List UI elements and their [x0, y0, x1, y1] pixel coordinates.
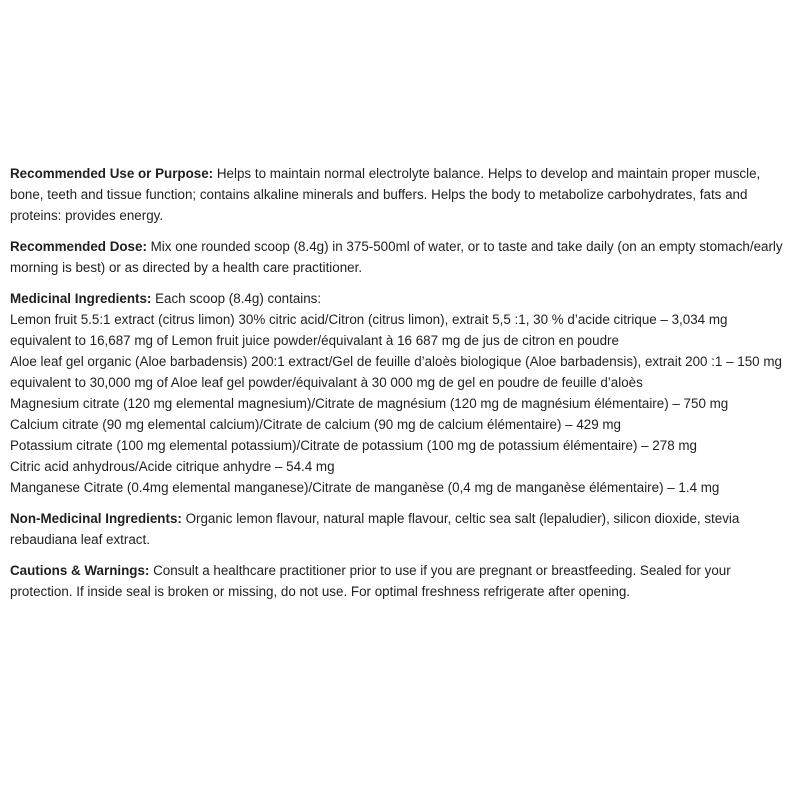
ingredient-line: Aloe leaf gel organic (Aloe barbadensis) 200:1 extract/Gel de feuille d’aloès biologique (Aloe barbadensis), extrait 200 :1 – 150 mg — [10, 354, 782, 369]
cautions-warnings-paragraph — [10, 560, 795, 602]
recommended-use-paragraph — [10, 163, 795, 226]
recommended-use-label: Recommended Use or Purpose: — [10, 166, 214, 181]
cautions-warnings-text: Consult a healthcare practitioner prior to use if you are pregnant or breastfeeding. Sealed for your protection. If inside seal is broken or missing, do not use. For optimal freshness refrigerate after opening. — [10, 563, 731, 599]
recommended-dose-section — [10, 236, 795, 278]
recommended-use-section — [10, 163, 795, 226]
ingredient-line: Potassium citrate (100 mg elemental potassium)/Citrate de potassium (100 mg de potassium élémentaire) – 278 mg — [10, 438, 697, 453]
ingredient-line: equivalent to 16,687 mg of Lemon fruit juice powder/équivalant à 16 687 mg de jus de citron en poudre — [10, 333, 619, 348]
cautions-warnings-section — [10, 560, 795, 602]
medicinal-ingredients-label: Medicinal Ingredients: — [10, 291, 152, 306]
cautions-warnings-label: Cautions & Warnings: — [10, 563, 150, 578]
ingredient-line: Magnesium citrate (120 mg elemental magnesium)/Citrate de magnésium (120 mg de magnésium élémentaire) – 750 mg — [10, 396, 729, 411]
recommended-dose-text: Mix one rounded scoop (8.4g) in 375-500ml of water, or to taste and take daily (on an empty stomach/early morning is best) or as directed by a health care practitioner. — [10, 239, 783, 275]
product-label-document — [10, 163, 795, 612]
non-medicinal-ingredients-section — [10, 508, 795, 550]
recommended-use-text: Helps to maintain normal electrolyte balance. Helps to develop and maintain proper muscle, bone, teeth and tissue function; contains alkaline minerals and buffers. Helps the body to metabolize carbohydrates, fats and proteins: provides energy. — [10, 166, 761, 223]
ingredient-line: equivalent to 30,000 mg of Aloe leaf gel powder/équivalant à 30 000 mg de gel en poudre de feuille d’aloès — [10, 375, 643, 390]
medicinal-ingredients-heading — [10, 288, 795, 309]
ingredient-line: Citric acid anhydrous/Acide citrique anhydre – 54.4 mg — [10, 459, 335, 474]
recommended-dose-label: Recommended Dose: — [10, 239, 147, 254]
medicinal-ingredients-section — [10, 288, 795, 498]
recommended-dose-paragraph — [10, 236, 795, 278]
medicinal-ingredients-intro: Each scoop (8.4g) contains: — [155, 291, 322, 306]
ingredient-line: Calcium citrate (90 mg elemental calcium)/Citrate de calcium (90 mg de calcium élémentaire) – 429 mg — [10, 417, 622, 432]
non-medicinal-ingredients-label: Non-Medicinal Ingredients: — [10, 511, 182, 526]
non-medicinal-ingredients-paragraph — [10, 508, 795, 550]
ingredient-line: Manganese Citrate (0.4mg elemental manganese)/Citrate de manganèse (0,4 mg de manganèse élémentaire) – 1.4 mg — [10, 480, 720, 495]
non-medicinal-ingredients-text: Organic lemon flavour, natural maple flavour, celtic sea salt (lepaludier), silicon dioxide, stevia rebaudiana leaf extract. — [10, 511, 740, 547]
ingredient-line: Lemon fruit 5.5:1 extract (citrus limon) 30% citric acid/Citron (citrus limon), extrait 5,5 :1, 30 % d’acide citrique – 3,034 mg — [10, 312, 728, 327]
